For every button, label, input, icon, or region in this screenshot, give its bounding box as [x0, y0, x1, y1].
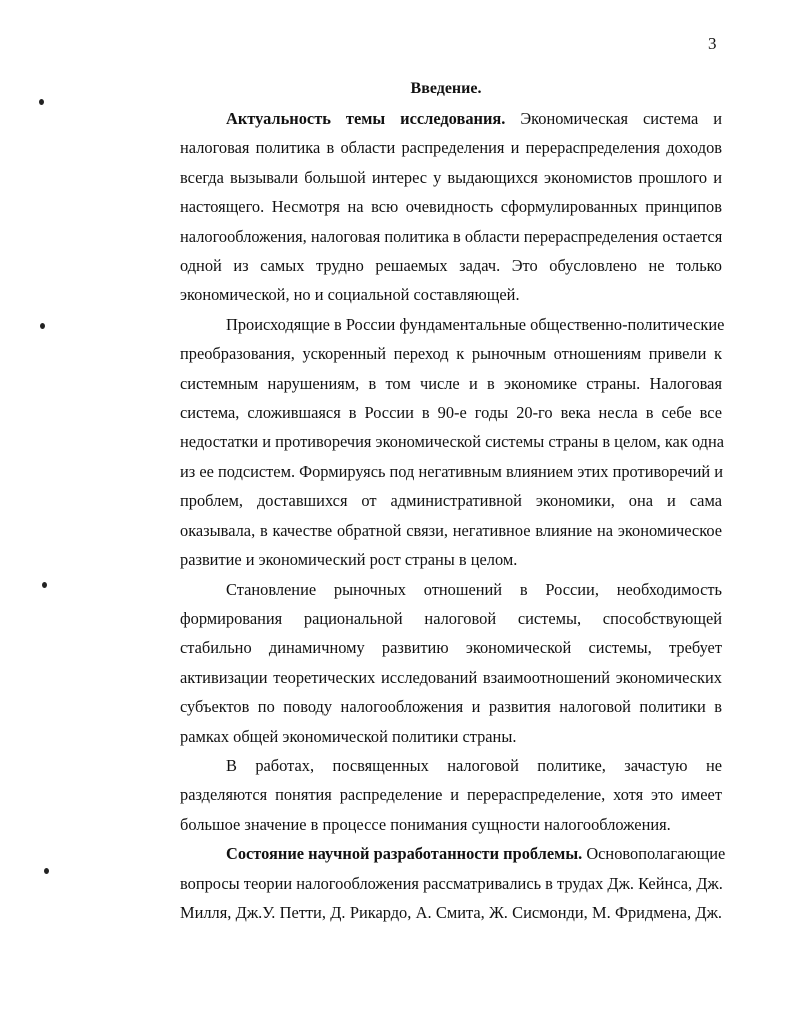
- margin-mark: [39, 99, 44, 105]
- text-line: проблем, доставшихся от административной экономики, она и сама: [180, 491, 722, 511]
- text-line: вопросы теории налогообложения рассматривались в трудах Дж. Кейнса, Дж.: [180, 873, 723, 893]
- paragraph-lead: Состояние научной разработанности проблемы.: [226, 844, 583, 864]
- text-line: настоящего. Несмотря на всю очевидность сформулированных принципов: [180, 197, 722, 217]
- text-line: В работах, посвященных налоговой политике, зачастую не: [226, 755, 722, 775]
- text-line: Актуальность темы исследования. Экономическая система и: [226, 109, 722, 128]
- text-line: экономической, но и социальной составляющей.: [180, 285, 520, 305]
- text-line: Состояние научной разработанности проблемы. Основополагающие: [226, 844, 726, 864]
- text-line: активизации теоретических исследований взаимоотношений экономических: [180, 667, 722, 687]
- margin-mark: [44, 868, 49, 874]
- text-line: стабильно динамичному развитию экономической системы, требует: [180, 638, 722, 658]
- paragraph-distribution: [134, 751, 722, 839]
- text-line: всегда вызывали большой интерес у выдающихся экономистов прошлого и: [180, 167, 722, 187]
- text-line: Происходящие в России фундаментальные общественно-политические: [226, 314, 725, 334]
- margin-mark: [40, 323, 45, 329]
- page-number: 3: [708, 34, 717, 53]
- text-line: Милля, Дж.У. Петти, Д. Рикардо, А. Смита, Ж. Сисмонди, М. Фридмена, Дж.: [180, 902, 722, 922]
- text-line: разделяются понятия распределение и перераспределение, хотя это имеет: [180, 785, 722, 805]
- section-heading: Введение.: [410, 80, 482, 97]
- body-text: [134, 104, 726, 927]
- text-line: налогообложения, налоговая политика в области перераспределения остается: [180, 226, 723, 246]
- text-line: развитие и экономический рост страны в целом.: [180, 550, 518, 570]
- margin-mark: [42, 582, 47, 588]
- text-line: система, сложившаяся в России в 90-е годы 20-го века несла в себе все: [180, 403, 722, 423]
- text-line: большое значение в процессе понимания сущности налогообложения.: [180, 814, 671, 834]
- text-line: субъектов по поводу налогообложения и развития налоговой политики в: [180, 697, 722, 717]
- text-line: преобразования, ускоренный переход к рыночным отношениям привели к: [180, 344, 722, 364]
- text-line: формирования рациональной налоговой системы, способствующей: [180, 608, 722, 628]
- text-line: рамках общей экономической политики страны.: [180, 726, 517, 746]
- paragraph-relevance: [134, 104, 722, 310]
- text-line: системным нарушениям, в том числе и в экономике страны. Налоговая: [180, 373, 722, 393]
- text-line: оказывала, в качестве обратной связи, негативное влияние на экономическое: [180, 520, 722, 540]
- text-line: Становление рыночных отношений в России, необходимость: [226, 579, 722, 599]
- text-line: недостатки и противоречия экономической системы страны в целом, как одна: [180, 432, 725, 452]
- paragraph-research-state: [134, 839, 726, 927]
- text-line: налоговая политика в области распределения и перераспределения доходов: [180, 138, 722, 158]
- paragraph-lead: Актуальность темы исследования.: [226, 109, 506, 128]
- paragraph-transformations: [134, 310, 725, 575]
- text-line: одной из самых трудно решаемых задач. Это обусловлено не только: [180, 256, 722, 276]
- text-line: из ее подсистем. Формируясь под негативным влиянием этих противоречий и: [180, 461, 724, 481]
- paragraph-market-relations: [134, 575, 722, 751]
